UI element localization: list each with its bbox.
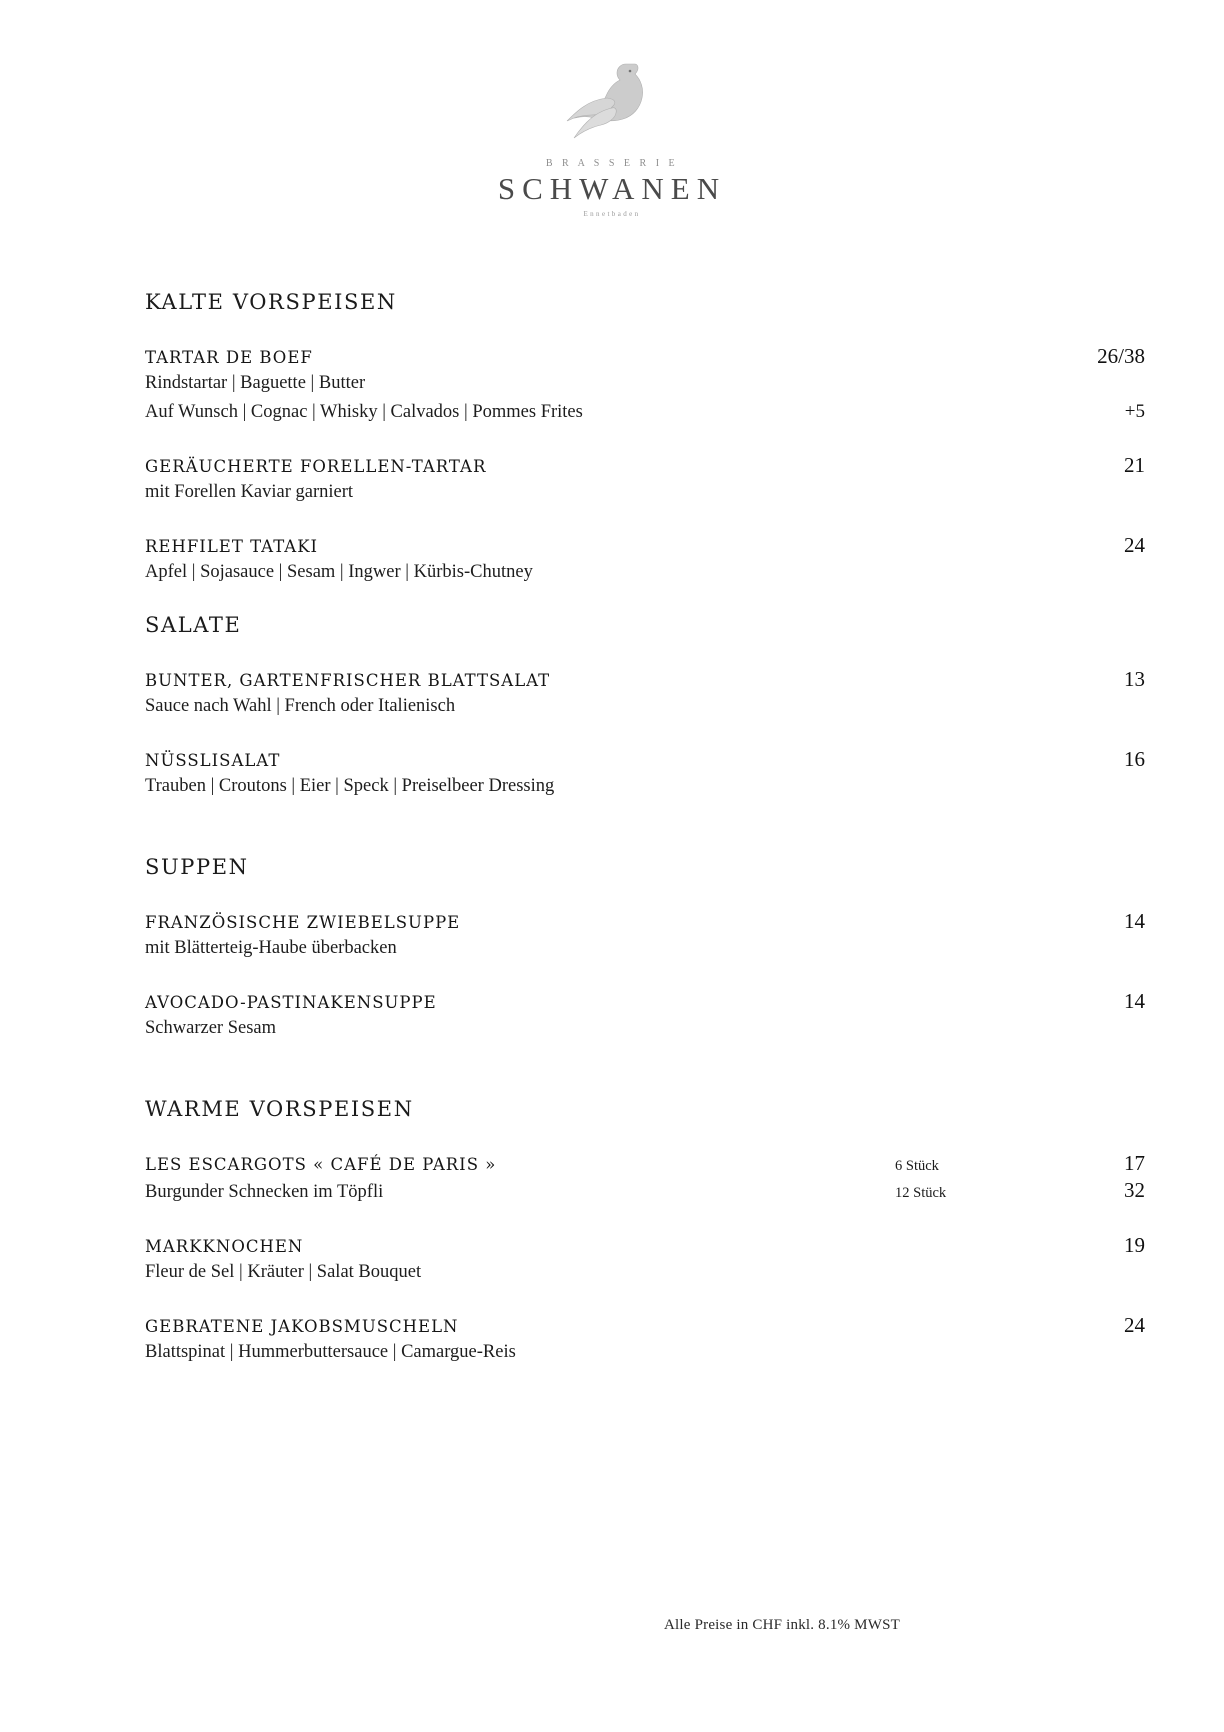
menu-item-price: 13 bbox=[1124, 666, 1145, 691]
menu-item-name: MARKKNOCHEN bbox=[145, 1236, 304, 1256]
menu-item bbox=[145, 1313, 1145, 1365]
section-title: KALTE VORSPEISEN bbox=[145, 290, 397, 314]
menu-item bbox=[145, 667, 1145, 719]
menu-item-name: GEBRATENE JAKOBSMUSCHELN bbox=[145, 1316, 459, 1336]
price-note: Alle Preise in CHF inkl. 8.1% MWST bbox=[664, 1617, 900, 1633]
menu-item-quantity-2: 12 Stück bbox=[895, 1184, 947, 1201]
section-kalte-vorspeisen bbox=[145, 290, 1145, 585]
menu-item-price-2: 32 bbox=[1124, 1177, 1145, 1202]
menu-item-price: 14 bbox=[1124, 908, 1145, 933]
menu-item-price: 14 bbox=[1124, 988, 1145, 1013]
menu-item-description: Sauce nach Wahl | French oder Italienisch bbox=[145, 695, 456, 716]
menu-item bbox=[145, 909, 1145, 961]
menu-item-name: BUNTER, GARTENFRISCHER BLATTSALAT bbox=[145, 670, 551, 690]
logo-location-text: Ennetbaden bbox=[583, 210, 641, 219]
logo-name-text: SCHWANEN bbox=[497, 171, 727, 206]
restaurant-logo bbox=[0, 52, 1224, 218]
menu-item bbox=[145, 989, 1145, 1041]
menu-item-price: 19 bbox=[1124, 1232, 1145, 1257]
menu-item bbox=[145, 344, 1145, 425]
menu-item bbox=[145, 747, 1145, 799]
menu-item-quantity: 6 Stück bbox=[895, 1157, 939, 1174]
menu-item-extra-description: Auf Wunsch | Cognac | Whisky | Calvados | Pommes Frites bbox=[145, 401, 583, 422]
menu-item-description: Apfel | Sojasauce | Sesam | Ingwer | Kürbis-Chutney bbox=[145, 561, 533, 582]
menu-item bbox=[145, 1151, 1145, 1205]
section-title: WARME VORSPEISEN bbox=[145, 1096, 414, 1121]
menu-item-name: GERÄUCHERTE FORELLEN-TARTAR bbox=[145, 456, 487, 476]
menu-item-name: AVOCADO-PASTINAKENSUPPE bbox=[145, 992, 437, 1012]
menu-item-price: 21 bbox=[1124, 452, 1145, 477]
menu-item bbox=[145, 533, 1145, 585]
menu-item bbox=[145, 453, 1145, 505]
menu-item bbox=[145, 1233, 1145, 1285]
menu-item-name: TARTAR DE BOEF bbox=[145, 348, 313, 367]
page-footer bbox=[0, 1616, 1224, 1634]
section-warme-vorspeisen bbox=[145, 1097, 1145, 1365]
section-title: SUPPEN bbox=[145, 854, 249, 879]
menu-item-price: 17 bbox=[1124, 1150, 1145, 1175]
menu-item-extra-price: +5 bbox=[1124, 400, 1145, 422]
menu-item-name: REHFILET TATAKI bbox=[145, 536, 319, 556]
menu-item-name: FRANZÖSISCHE ZWIEBELSUPPE bbox=[145, 912, 461, 932]
menu-item-description: Rindstartar | Baguette | Butter bbox=[145, 373, 366, 393]
menu-item-description: mit Forellen Kaviar garniert bbox=[145, 481, 354, 502]
menu-item-description: Trauben | Croutons | Eier | Speck | Preiselbeer Dressing bbox=[145, 775, 555, 796]
menu-item-name: LES ESCARGOTS « CAFÉ DE PARIS » bbox=[145, 1154, 497, 1174]
menu-item-description: Schwarzer Sesam bbox=[145, 1017, 276, 1038]
menu-item-price: 26/38 bbox=[1097, 344, 1145, 368]
section-title: SALATE bbox=[145, 612, 242, 637]
swan-logo-icon bbox=[552, 52, 672, 152]
menu-item-description: Blattspinat | Hummerbuttersauce | Camargue-Reis bbox=[145, 1341, 516, 1362]
menu-content bbox=[145, 290, 1145, 1393]
menu-item-name: NÜSSLISALAT bbox=[145, 750, 281, 770]
menu-item-price: 24 bbox=[1124, 1312, 1145, 1337]
section-salate bbox=[145, 613, 1145, 799]
menu-item-price: 16 bbox=[1124, 746, 1145, 771]
logo-brasserie-text: B R A S S E R I E bbox=[545, 158, 679, 169]
menu-item-description: mit Blätterteig-Haube überbacken bbox=[145, 937, 397, 958]
section-suppen bbox=[145, 855, 1145, 1041]
menu-item-description: Burgunder Schnecken im Töpfli bbox=[145, 1181, 384, 1202]
menu-item-description: Fleur de Sel | Kräuter | Salat Bouquet bbox=[145, 1261, 422, 1282]
menu-item-price: 24 bbox=[1124, 532, 1145, 557]
